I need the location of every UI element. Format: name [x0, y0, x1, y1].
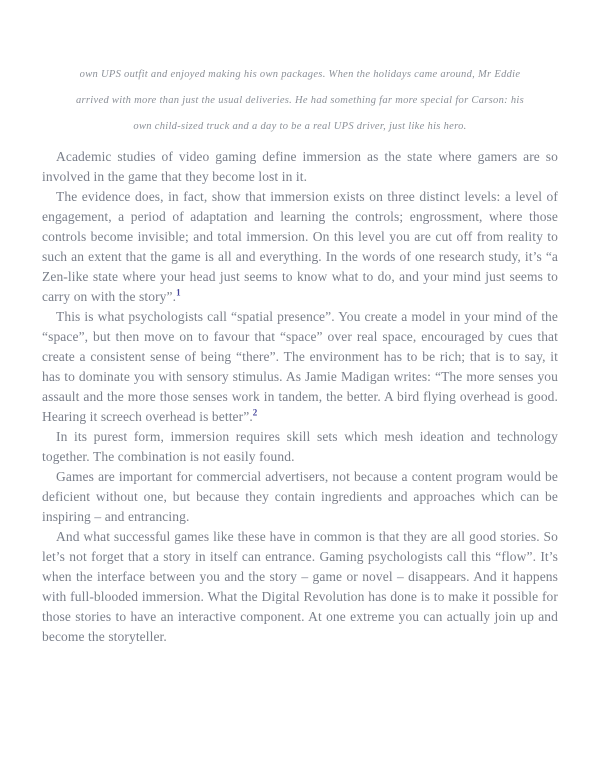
paragraph-text: Academic studies of video gaming define immersion as the state where gamers are so involved in the game that they become lost in it.: [42, 149, 558, 184]
footnote-marker-2: 2: [252, 407, 258, 418]
paragraph: [42, 187, 558, 307]
paragraph: [42, 307, 558, 427]
paragraph-text: Games are important for commercial advertisers, not because a content program would be deficient without one, but because they contain ingredients and approaches which can be inspiring – and entrancing.: [42, 469, 558, 524]
paragraph: [42, 427, 558, 467]
intro-italic-quote: own UPS outfit and enjoyed making his own packages. When the holidays came around, Mr Eddie arrived with more than just the usual deliveries. He had something far more special for Carson: his own child-sized truck and a day to be a real UPS driver, just like his hero.: [75, 69, 525, 132]
paragraph: [42, 467, 558, 527]
footnote-marker-1: 1: [176, 287, 181, 298]
paragraph-text: The evidence does, in fact, show that immersion exists on three distinct levels: a level of engagement, a period of adaptation and learning the controls; engrossment, where those controls become invisible; and total immersion. On this level you are cut off from reality to such an extent that the game is all and everything. In the words of one research study, it’s “a Zen-like state where your head just seems to know what to do, and your mind just seems to carry on with the story”.: [42, 189, 558, 304]
paragraph: [42, 527, 558, 647]
paragraph-text: And what successful games like these have in common is that they are all good stories. So let’s not forget that a story in itself can entrance. Gaming psychologists call this “flow”. It’s when the interface between you and the story – game or novel – disappears. And it happens with full-blooded immersion. What the Digital Revolution has done is to make it possible for those stories to have an interactive component. At one extreme you can actually join up and become the storyteller.: [42, 529, 558, 644]
paragraph-text: This is what psychologists call “spatial presence”. You create a model in your mind of the “space”, but then move on to favour that “space” over real space, encouraged by cues that create a consistent sense of being “there”. The environment has to be rich; that is to say, it has to dominate you with sensory stimulus. As Jamie Madigan writes: “The more senses you assault and the more those senses work in tandem, the better. A bird flying overhead is good. Hearing it screech overhead is better”.: [42, 309, 558, 424]
body-text-column: [42, 147, 558, 647]
paragraph: [42, 147, 558, 187]
paragraph-text: In its purest form, immersion requires skill sets which mesh ideation and technology together. The combination is not easily found.: [42, 429, 558, 464]
